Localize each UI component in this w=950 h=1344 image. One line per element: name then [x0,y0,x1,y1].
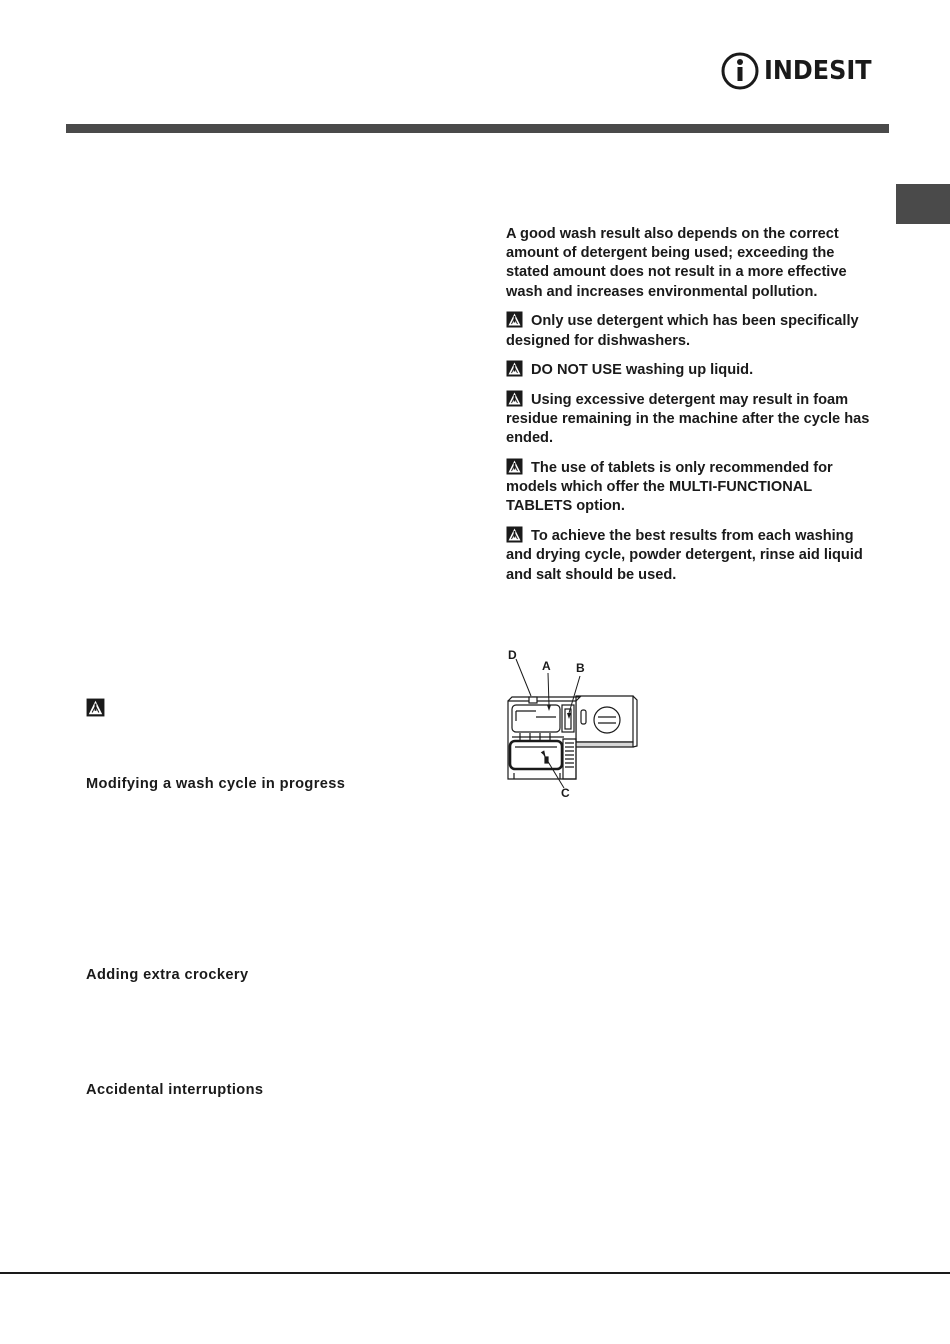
header-rule [66,124,889,133]
warning-icon [86,698,105,717]
warning-item [506,526,880,585]
language-tab [896,184,950,224]
warning-item [506,311,880,350]
warning-icon [506,311,523,328]
warning-icon [506,458,523,475]
warning-text: DO NOT USE washing up liquid. [531,362,754,379]
warning-icon [506,360,523,377]
figure-label-c: C [561,786,570,800]
figure-label-a: A [542,659,551,673]
brand-logo [720,50,881,92]
figure-label-d: D [508,648,517,662]
warning-item [506,390,880,449]
warning-icon [506,390,523,407]
indesit-logo-icon [720,51,760,91]
detergent-dispenser-diagram [500,645,640,805]
warning-item [506,360,880,380]
intro-paragraph: A good wash result also depends on the correct amount of detergent being used; exceeding the stated amount does not result in a more effective wash and increases environmental pollution. [506,226,847,300]
warning-text: The use of tablets is only recommended for models which offer the MULTI-FUNCTIONAL TABLETS option. [506,460,833,515]
figure-label-b: B [576,661,585,675]
heading-modifying-wash-cycle: Modifying a wash cycle in progress [86,776,346,792]
brand-name: INDESIT [764,56,872,86]
footer-rule [0,1272,950,1274]
warning-text: To achieve the best results from each washing and drying cycle, powder detergent, rinse aid liquid and salt should be used. [506,528,863,583]
warning-text: Only use detergent which has been specifically designed for dishwashers. [506,313,859,349]
detergent-notes [506,225,880,594]
warning-item [506,458,880,517]
warning-icon [506,526,523,543]
warning-text: Using excessive detergent may result in foam residue remaining in the machine after the cycle has ended. [506,391,870,447]
heading-accidental-interruptions: Accidental interruptions [86,1082,264,1098]
heading-adding-crockery: Adding extra crockery [86,967,249,983]
